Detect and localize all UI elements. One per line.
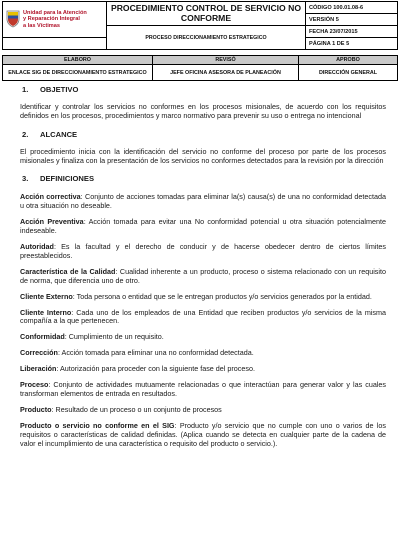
definition-item bbox=[20, 365, 386, 374]
definition-text: : Acción tomada para evitar una No conformidad potencial u otra situación potencialmente indeseable. bbox=[20, 217, 386, 236]
definition-text: : Conjunto de actividades mutuamente relacionadas o que interactúan para generar valor y las cuales transforman elementos de entrada en resultados. bbox=[20, 380, 386, 398]
logo-line-2: y Reparación Integral bbox=[23, 16, 80, 23]
definition-term: Característica de la Calidad bbox=[20, 266, 116, 276]
process-name: PROCESO DIRECCIONAMIENTO ESTRATEGICO bbox=[107, 26, 306, 50]
definition-term: Acción Preventiva bbox=[20, 217, 84, 227]
alcance-text: El procedimiento inicia con la identificación del servicio no conforme del proceso por parte de los procesos misionales y finaliza con la presentación de los servicios no conformes detectados para la revisión por la dirección bbox=[20, 146, 386, 165]
definition-text: : Autorización para proceder con la siguiente fase del proceso. bbox=[56, 364, 255, 374]
definition-text: : Conjunto de acciones tomadas para eliminar la(s) causa(s) de una no conformidad detectada u otra situación no deseable. bbox=[20, 192, 386, 211]
elaboro-value: ENLACE SIG DE DIRECCIONAMIENTO ESTRATEGICO bbox=[3, 65, 153, 81]
definition-text: : Cumplimiento de un requisito. bbox=[64, 332, 164, 342]
logo-cell-bottom bbox=[3, 38, 107, 50]
section-number: 2. bbox=[22, 129, 29, 139]
definitions-list bbox=[20, 193, 386, 448]
definition-term: Producto o servicio no conforme en el SIG bbox=[20, 420, 175, 430]
definition-text: : Cualidad inherente a un producto, proceso o sistema relacionado con un requisito de norma, que diferencia uno de otro. bbox=[20, 266, 386, 285]
section-number: 1. bbox=[22, 85, 29, 94]
reviso-label: REVISÓ bbox=[153, 56, 299, 65]
definition-text: : Resultado de un proceso o un conjunto de procesos bbox=[51, 404, 222, 414]
logo-text bbox=[23, 10, 87, 29]
document-body bbox=[20, 86, 386, 448]
section-heading-objetivo bbox=[22, 86, 386, 95]
definition-item bbox=[20, 268, 386, 286]
definition-term: Proceso bbox=[20, 380, 49, 390]
definition-term: Cliente Externo bbox=[20, 291, 73, 301]
aprobo-label: APROBO bbox=[299, 56, 398, 65]
section-title: ALCANCE bbox=[40, 129, 78, 139]
definition-text: : Es la facultad y el derecho de conducir y de hacerse obedecer dentro de ciertos límites preestablecidos. bbox=[20, 241, 386, 260]
section-title: DEFINICIONES bbox=[40, 174, 95, 184]
definition-term: Liberación bbox=[20, 364, 57, 374]
definition-text: : Producto y/o servicio que no cumple con uno o varios de los requisitos o características de calidad definidas. (Aplica cuando se detecta en cualquier parte de la cadena de valor el incumplimiento de una característica o requisito del producto o servicio.). bbox=[20, 420, 386, 448]
document-header bbox=[2, 1, 398, 50]
definition-item bbox=[20, 243, 386, 261]
section-title: OBJETIVO bbox=[40, 85, 79, 94]
section-heading-alcance bbox=[22, 131, 386, 140]
definition-term: Cliente Interno bbox=[20, 307, 72, 317]
definition-term: Acción correctiva bbox=[20, 192, 81, 202]
definition-term: Autoridad bbox=[20, 241, 54, 251]
definition-item bbox=[20, 333, 386, 342]
logo-cell bbox=[3, 2, 107, 38]
definition-term: Producto bbox=[20, 404, 52, 414]
definition-text: : Toda persona o entidad que se le entregan productos y/o servicios generados por la entidad. bbox=[72, 291, 372, 301]
document-code: CÓDIGO 100.01.08-6 bbox=[306, 2, 398, 14]
definition-text: : Acción tomada para eliminar una no conformidad detectada. bbox=[57, 348, 254, 358]
logo-line-1: Unidad para la Atención bbox=[23, 10, 87, 17]
definition-item bbox=[20, 309, 386, 327]
section-number: 3. bbox=[22, 174, 29, 184]
definition-item bbox=[20, 293, 386, 302]
aprobo-value: DIRECCIÓN GENERAL bbox=[299, 65, 398, 81]
definition-term: Conformidad bbox=[20, 332, 65, 342]
objetivo-text: Identificar y controlar los servicios no conformes en los procesos misionales, de acuerdo con los requisitos definidos en los procesos, procedimientos y marco normativo para prevenir su uso o entrega no intencional bbox=[20, 101, 386, 120]
definition-item bbox=[20, 218, 386, 236]
document-version: VERSIÓN 5 bbox=[306, 14, 398, 26]
definition-item bbox=[20, 406, 386, 415]
coat-of-arms-icon bbox=[6, 10, 20, 28]
definition-item bbox=[20, 422, 386, 449]
definition-item bbox=[20, 349, 386, 358]
document-date: FECHA 23/07/2015 bbox=[306, 26, 398, 38]
definition-item bbox=[20, 193, 386, 211]
page-number: PÁGINA 1 DE 5 bbox=[306, 38, 398, 50]
definition-text: : Cada uno de los empleados de una Entidad que reciben productos y/o servicios de la misma compañía a la que pertenecen. bbox=[20, 307, 386, 326]
definition-term: Corrección bbox=[20, 348, 58, 358]
definition-item bbox=[20, 381, 386, 399]
signature-table bbox=[2, 55, 398, 81]
logo-line-3: a las Víctimas bbox=[23, 22, 61, 29]
document-title: PROCEDIMIENTO CONTROL DE SERVICIO NO CONFORME bbox=[107, 2, 306, 26]
elaboro-label: ELABORO bbox=[3, 56, 153, 65]
unidad-victimas-logo bbox=[6, 10, 103, 29]
section-heading-definiciones bbox=[22, 175, 386, 184]
reviso-value: JEFE OFICINA ASESORA DE PLANEACIÓN bbox=[153, 65, 299, 81]
